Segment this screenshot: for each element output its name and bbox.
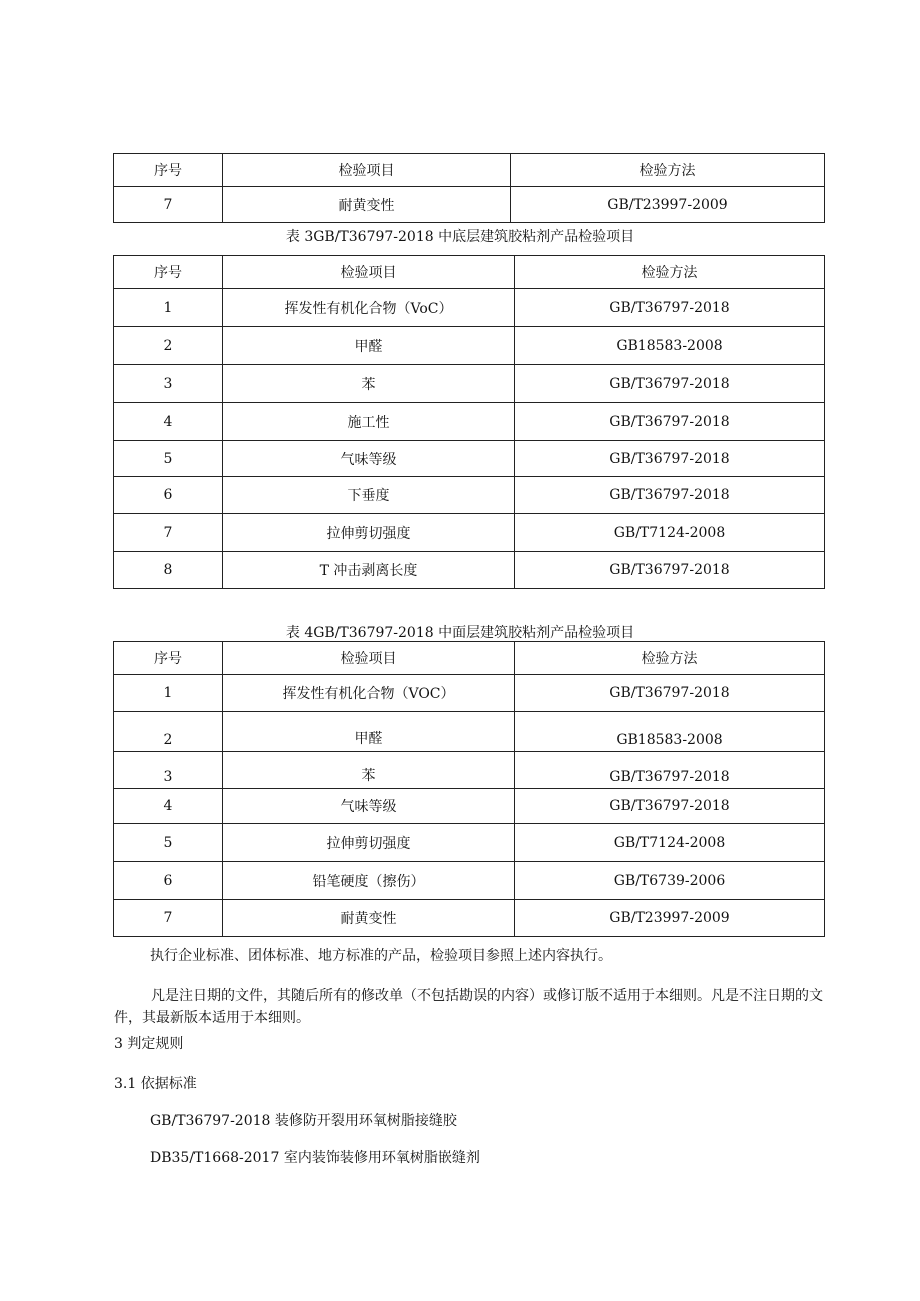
cell-method: GB18583-2008 <box>515 327 825 365</box>
table-row <box>114 789 825 824</box>
table-2 <box>113 153 825 223</box>
cell-seq: 5 <box>114 824 223 862</box>
cell-method: GB/T36797-2018 <box>515 552 825 589</box>
table-row <box>114 712 825 752</box>
paragraph-scope: 执行企业标准、团体标准、地方标准的产品，检验项目参照上述内容执行。 <box>150 948 612 964</box>
cell-item: 苯 <box>223 752 515 789</box>
table-row <box>114 862 825 900</box>
header-method: 检验方法 <box>511 154 825 187</box>
table-row <box>114 403 825 441</box>
cell-seq: 4 <box>114 403 223 441</box>
cell-method: GB/T36797-2018 <box>515 477 825 514</box>
cell-item: T 冲击剥离长度 <box>223 552 515 589</box>
table-row <box>114 514 825 552</box>
table-row <box>114 187 825 223</box>
cell-method: GB/T36797-2018 <box>515 752 825 789</box>
cell-seq: 3 <box>114 365 223 403</box>
header-seq: 序号 <box>114 256 223 289</box>
header-seq: 序号 <box>114 154 223 187</box>
cell-item: 甲醛 <box>223 712 515 752</box>
cell-method: GB/T23997-2009 <box>511 187 825 223</box>
header-method: 检验方法 <box>515 642 825 675</box>
table-row <box>114 824 825 862</box>
table-row <box>114 327 825 365</box>
table-header-row <box>114 256 825 289</box>
cell-seq: 8 <box>114 552 223 589</box>
section-heading-3-1: 3.1 依据标准 <box>114 1076 197 1092</box>
cell-item: 耐黄变性 <box>223 187 511 223</box>
cell-method: GB/T7124-2008 <box>515 514 825 552</box>
cell-method: GB/T36797-2018 <box>515 675 825 712</box>
cell-seq: 3 <box>114 752 223 789</box>
cell-seq: 1 <box>114 675 223 712</box>
cell-seq: 2 <box>114 327 223 365</box>
table-row <box>114 675 825 712</box>
cell-item: 耐黄变性 <box>223 900 515 937</box>
cell-method: GB/T36797-2018 <box>515 289 825 327</box>
cell-item: 下垂度 <box>223 477 515 514</box>
table-row <box>114 752 825 789</box>
cell-seq: 2 <box>114 712 223 752</box>
cell-item: 拉伸剪切强度 <box>223 824 515 862</box>
header-item: 检验项目 <box>223 154 511 187</box>
cell-item: 挥发性有机化合物（VoC） <box>223 289 515 327</box>
table-3-caption: 表 3GB/T36797-2018 中底层建筑胶粘剂产品检验项目 <box>285 229 635 245</box>
header-method: 检验方法 <box>515 256 825 289</box>
cell-method: GB/T36797-2018 <box>515 403 825 441</box>
table-row <box>114 552 825 589</box>
cell-item: 气味等级 <box>223 441 515 477</box>
table-3 <box>113 255 825 589</box>
cell-method: GB/T36797-2018 <box>515 365 825 403</box>
table-row <box>114 900 825 937</box>
table-4 <box>113 641 825 937</box>
table-header-row <box>114 642 825 675</box>
cell-item: 拉伸剪切强度 <box>223 514 515 552</box>
header-seq: 序号 <box>114 642 223 675</box>
table-row <box>114 477 825 514</box>
section-heading-3: 3 判定规则 <box>114 1036 184 1052</box>
cell-item: 施工性 <box>223 403 515 441</box>
paragraph-dated-references: 凡是注日期的文件，其随后所有的修改单（不包括勘误的内容）或修订版不适用于本细则。凡是不注日期的文件，其最新版本适用于本细则。 <box>114 988 823 1026</box>
header-item: 检验项目 <box>223 256 515 289</box>
cell-seq: 7 <box>114 900 223 937</box>
table-row <box>114 441 825 477</box>
cell-seq: 6 <box>114 477 223 514</box>
table-header-row <box>114 154 825 187</box>
cell-item: 铅笔硬度（擦伤） <box>223 862 515 900</box>
cell-item: 甲醛 <box>223 327 515 365</box>
cell-seq: 7 <box>114 187 223 223</box>
standard-reference: GB/T36797-2018 装修防开裂用环氧树脂接缝胶 <box>150 1113 457 1129</box>
cell-seq: 6 <box>114 862 223 900</box>
table-row <box>114 289 825 327</box>
cell-seq: 5 <box>114 441 223 477</box>
cell-seq: 4 <box>114 789 223 824</box>
cell-method: GB/T36797-2018 <box>515 789 825 824</box>
cell-method: GB18583-2008 <box>515 712 825 752</box>
header-item: 检验项目 <box>223 642 515 675</box>
cell-item: 苯 <box>223 365 515 403</box>
cell-method: GB/T23997-2009 <box>515 900 825 937</box>
cell-method: GB/T36797-2018 <box>515 441 825 477</box>
cell-item: 挥发性有机化合物（VOC） <box>223 675 515 712</box>
cell-method: GB/T7124-2008 <box>515 824 825 862</box>
standard-reference: DB35/T1668-2017 室内装饰装修用环氧树脂嵌缝剂 <box>150 1150 480 1166</box>
cell-seq: 7 <box>114 514 223 552</box>
cell-seq: 1 <box>114 289 223 327</box>
cell-item: 气味等级 <box>223 789 515 824</box>
cell-method: GB/T6739-2006 <box>515 862 825 900</box>
table-row <box>114 365 825 403</box>
table-4-caption: 表 4GB/T36797-2018 中面层建筑胶粘剂产品检验项目 <box>285 625 635 641</box>
